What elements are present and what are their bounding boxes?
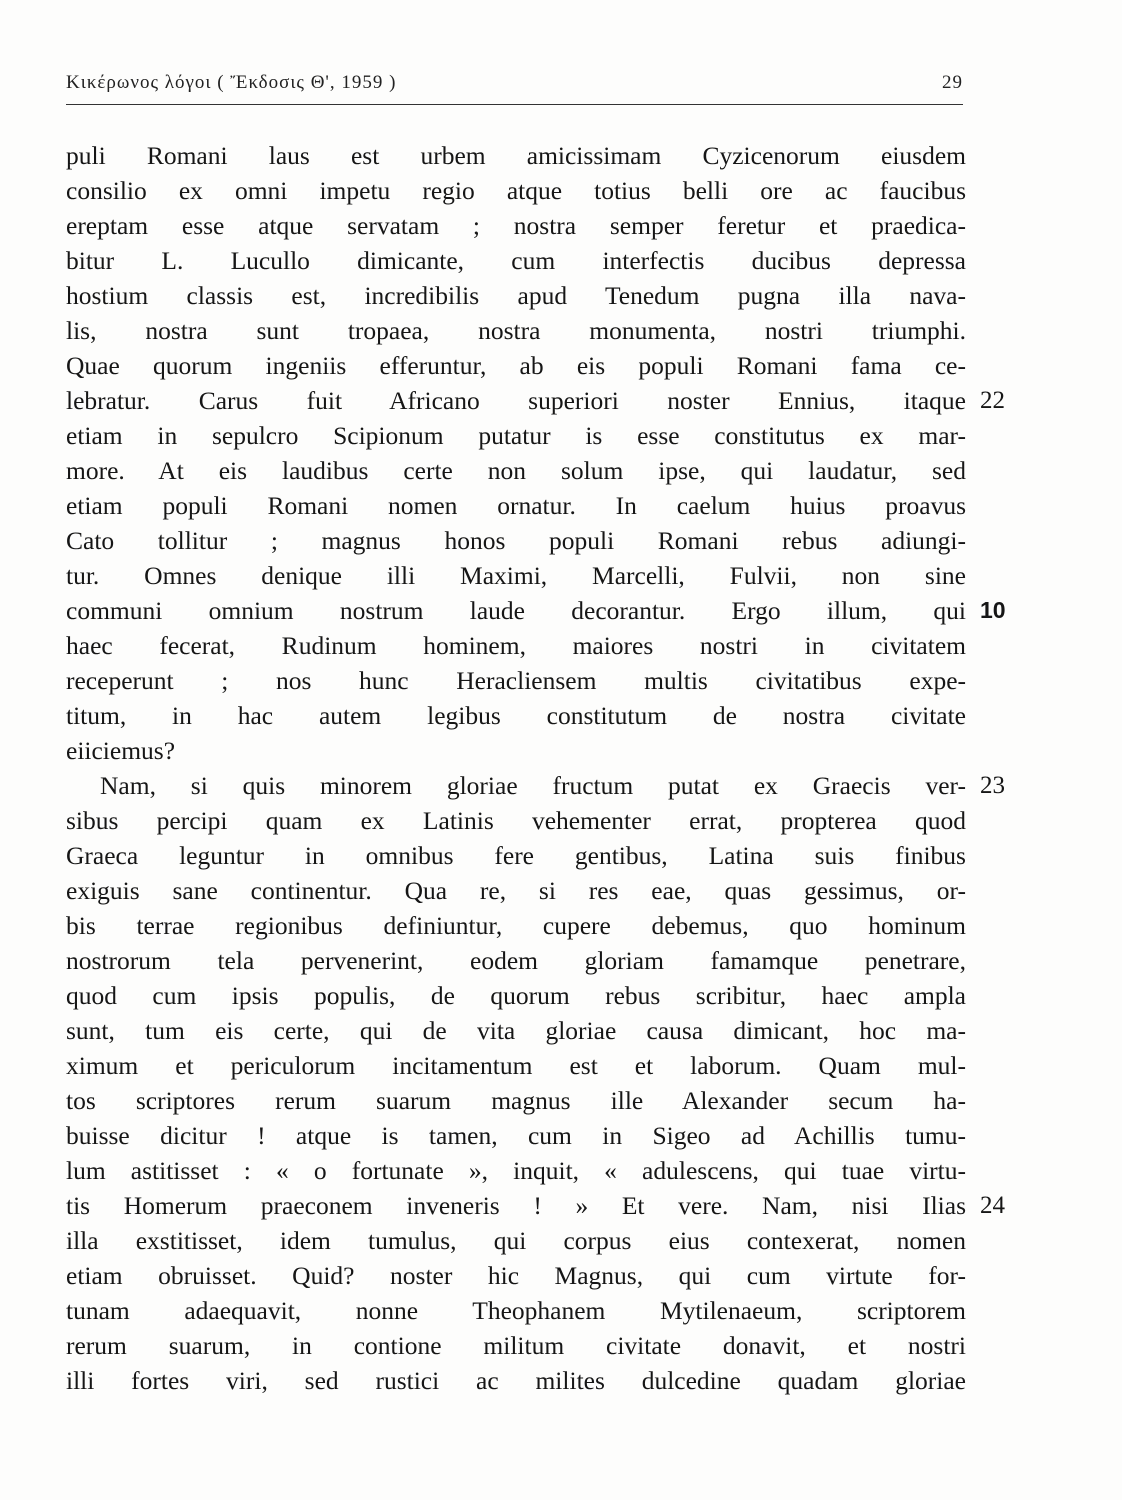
text-line: titum, in hac autem legibus constitutum de nostra civitate: [66, 701, 966, 730]
text-line: nostrorum tela pervenerint, eodem gloriam famamque penetrare,: [66, 946, 966, 975]
text-line: puli Romani laus est urbem amicissimam Cyzicenorum eiusdem: [66, 141, 966, 170]
text-line: hostium classis est, incredibilis apud Tenedum pugna illa nava-: [66, 281, 966, 310]
section-number: 24: [980, 1192, 1005, 1219]
text-line: sibus percipi quam ex Latinis vehementer errat, propterea quod: [66, 806, 966, 835]
text-line: Cato tollitur ; magnus honos populi Romani rebus adiungi-: [66, 526, 966, 555]
text-line: bitur L. Lucullo dimicante, cum interfectis ducibus depressa: [66, 246, 966, 275]
text-line: illi fortes viri, sed rustici ac milites dulcedine quadam gloriae: [66, 1366, 966, 1395]
text-line: haec fecerat, Rudinum hominem, maiores nostri in civitatem: [66, 631, 966, 660]
text-line: quod cum ipsis populis, de quorum rebus scribitur, haec ampla: [66, 981, 966, 1010]
text-line: etiam in sepulcro Scipionum putatur is esse constitutus ex mar-: [66, 421, 966, 450]
text-line: lebratur. Carus fuit Africano superiori noster Ennius, itaque: [66, 386, 966, 415]
text-line: ereptam esse atque servatam ; nostra semper feretur et praedica-: [66, 211, 966, 240]
text-line: communi omnium nostrum laude decorantur. Ergo illum, qui: [66, 596, 966, 625]
text-line: exiguis sane continentur. Qua re, si res eae, quas gessimus, or-: [66, 876, 966, 905]
text-line: Nam, si quis minorem gloriae fructum putat ex Graecis ver-: [100, 771, 966, 800]
text-line: illa exstitisset, idem tumulus, qui corpus eius contexerat, nomen: [66, 1226, 966, 1255]
running-head-title: Κικέρωνος λόγοι ( Ἔκδοσις Θ', 1959 ): [66, 72, 397, 93]
text-line: more. At eis laudibus certe non solum ipse, qui laudatur, sed: [66, 456, 966, 485]
text-line: eiiciemus?: [66, 736, 176, 765]
text-line: tunam adaequavit, nonne Theophanem Mytilenaeum, scriptorem: [66, 1296, 966, 1325]
text-line: etiam populi Romani nomen ornatur. In caelum huius proavus: [66, 491, 966, 520]
text-line: tur. Omnes denique illi Maximi, Marcelli, Fulvii, non sine: [66, 561, 966, 590]
section-number: 23: [980, 772, 1005, 799]
text-line: buisse dicitur ! atque is tamen, cum in Sigeo ad Achillis tumu-: [66, 1121, 966, 1150]
running-head: [66, 72, 963, 102]
page-number: 29: [942, 72, 963, 93]
text-line: receperunt ; nos hunc Heracliensem multis civitatibus expe-: [66, 666, 966, 695]
text-line: lum astitisset : « o fortunate », inquit, « adulescens, qui tuae virtu-: [66, 1156, 966, 1185]
text-line: Graeca leguntur in omnibus fere gentibus, Latina suis finibus: [66, 841, 966, 870]
text-line: bis terrae regionibus definiuntur, cupere debemus, quo hominum: [66, 911, 966, 940]
text-line: etiam obruisset. Quid? noster hic Magnus, qui cum virtute for-: [66, 1261, 966, 1290]
text-line: tis Homerum praeconem inveneris ! » Et vere. Nam, nisi Ilias: [66, 1191, 966, 1220]
chapter-number: 10: [980, 597, 1006, 623]
header-rule: [66, 104, 963, 105]
text-line: rerum suarum, in contione militum civitate donavit, et nostri: [66, 1331, 966, 1360]
text-line: consilio ex omni impetu regio atque totius belli ore ac faucibus: [66, 176, 966, 205]
text-line: sunt, tum eis certe, qui de vita gloriae causa dimicant, hoc ma-: [66, 1016, 966, 1045]
text-line: Quae quorum ingeniis efferuntur, ab eis populi Romani fama ce-: [66, 351, 966, 380]
text-line: ximum et periculorum incitamentum est et laborum. Quam mul-: [66, 1051, 966, 1080]
text-line: tos scriptores rerum suarum magnus ille Alexander secum ha-: [66, 1086, 966, 1115]
section-number: 22: [980, 387, 1005, 414]
text-line: lis, nostra sunt tropaea, nostra monumenta, nostri triumphi.: [66, 316, 966, 345]
